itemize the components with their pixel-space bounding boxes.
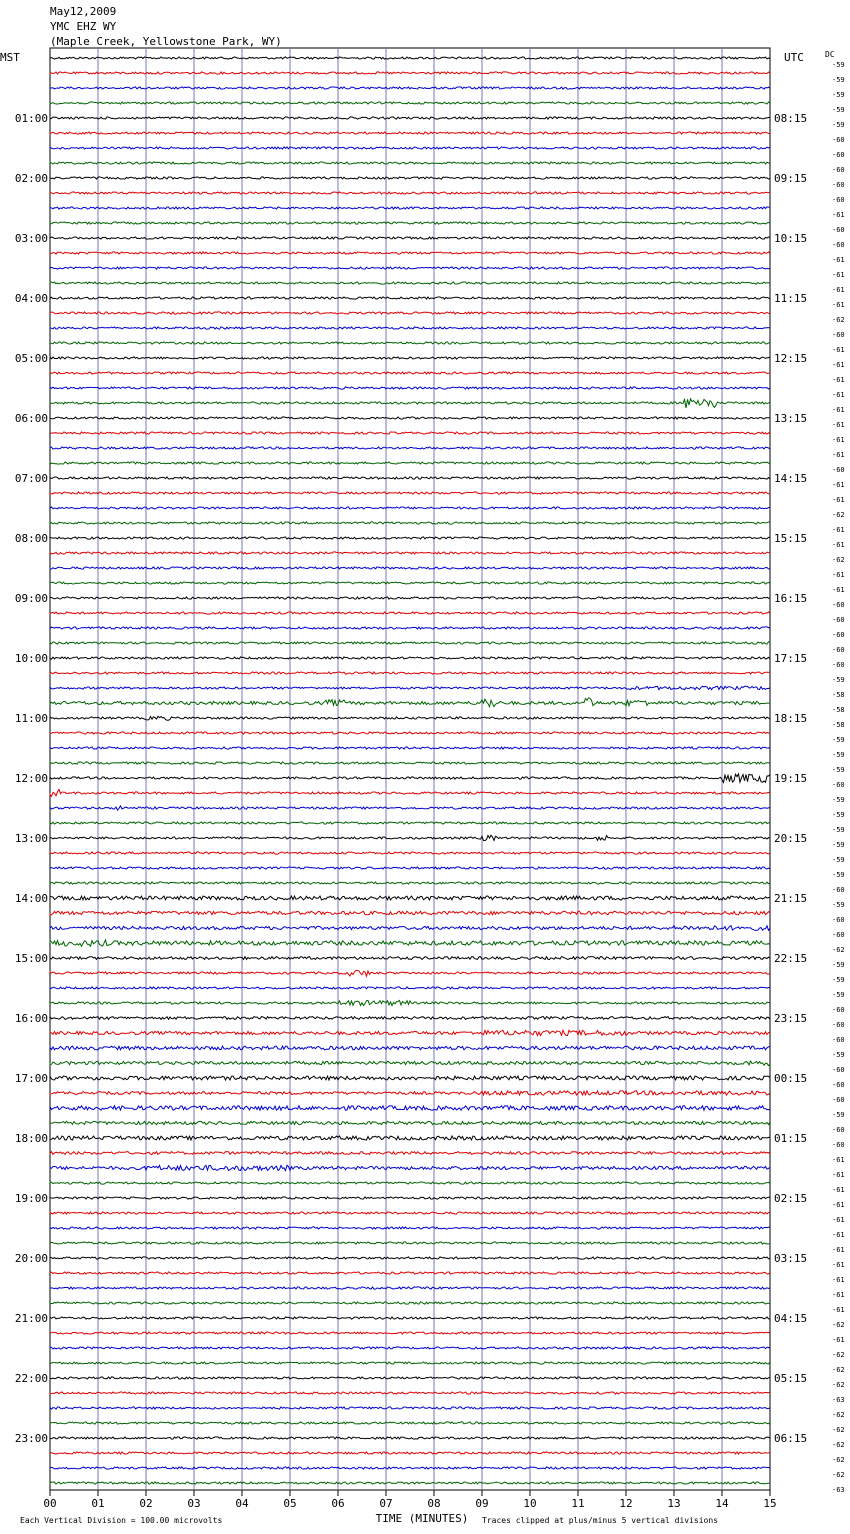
dc-offset-label: -59 [832, 76, 845, 84]
dc-offset-label: -58 [832, 706, 845, 714]
trace-line [50, 297, 770, 299]
dc-offset-label: -59 [832, 736, 845, 744]
trace-line [50, 312, 770, 314]
x-tick-label: 08 [427, 1497, 441, 1510]
dc-offset-label: -61 [832, 406, 845, 414]
chart-location: (Maple Creek, Yellowstone Park, WY) [50, 35, 282, 48]
dc-offset-label: -61 [832, 376, 845, 384]
trace-line [50, 132, 770, 134]
utc-hour-label: 02:15 [774, 1192, 808, 1205]
mst-axis-label: MST [0, 51, 20, 64]
trace-line [50, 627, 770, 629]
dc-offset-label: -62 [832, 1456, 845, 1464]
x-tick-label: 10 [523, 1497, 537, 1510]
dc-offset-label: -60 [832, 1021, 845, 1029]
trace-line [50, 1272, 770, 1274]
trace-line [50, 789, 770, 796]
x-tick-label: 11 [571, 1497, 585, 1510]
dc-offset-label: -62 [832, 1381, 845, 1389]
dc-offset-label: -60 [832, 616, 845, 624]
trace-line [50, 597, 770, 599]
dc-offset-label: -60 [832, 1096, 845, 1104]
dc-offset-label: -59 [832, 796, 845, 804]
dc-offset-label: -59 [832, 991, 845, 999]
dc-offset-label: -60 [832, 166, 845, 174]
dc-offset-label: -59 [832, 91, 845, 99]
trace-line [50, 1136, 770, 1140]
x-tick-label: 03 [187, 1497, 201, 1510]
x-tick-label: 01 [91, 1497, 105, 1510]
utc-hour-label: 13:15 [774, 412, 808, 425]
x-tick-label: 06 [331, 1497, 345, 1510]
trace-line [50, 747, 770, 749]
mst-hour-label: 20:00 [14, 1252, 48, 1265]
trace-line [50, 1332, 770, 1334]
dc-offset-label: -61 [832, 436, 845, 444]
trace-line [50, 357, 770, 359]
trace-line [50, 72, 770, 74]
dc-offset-label: -59 [832, 841, 845, 849]
trace-line [50, 1467, 770, 1469]
mst-hour-label: 08:00 [14, 532, 48, 545]
trace-line [50, 926, 770, 931]
dc-offset-label: -61 [832, 1171, 845, 1179]
dc-offset-label: -61 [832, 1216, 845, 1224]
dc-offset-label: -60 [832, 151, 845, 159]
scale-note: Each Vertical Division = 100.00 microvolts [20, 1516, 223, 1525]
trace-line [50, 1407, 770, 1409]
dc-offset-label: -61 [832, 391, 845, 399]
trace-line [50, 1061, 770, 1066]
dc-offset-label: -62 [832, 1471, 845, 1479]
dc-offset-label: -62 [832, 946, 845, 954]
dc-offset-label: -60 [832, 1081, 845, 1089]
trace-line [50, 774, 770, 783]
trace-line [50, 342, 770, 344]
dc-offset-label: -60 [832, 661, 845, 669]
trace-line [50, 1377, 770, 1379]
plot-frame [50, 48, 770, 1490]
trace-line [50, 237, 770, 239]
dc-offset-label: -62 [832, 1321, 845, 1329]
x-tick-label: 13 [667, 1497, 681, 1510]
x-axis-title: TIME (MINUTES) [375, 1512, 469, 1525]
x-tick-label: 15 [763, 1497, 777, 1510]
utc-hour-label: 21:15 [774, 892, 808, 905]
dc-offset-label: -60 [832, 181, 845, 189]
trace-line [50, 642, 770, 644]
trace-line [50, 822, 770, 824]
dc-offset-label: -61 [832, 571, 845, 579]
mst-hour-label: 14:00 [14, 892, 48, 905]
trace-line [50, 882, 770, 884]
trace-line [50, 462, 770, 464]
mst-hour-label: 11:00 [14, 712, 48, 725]
x-tick-label: 05 [283, 1497, 297, 1510]
dc-offset-label: -60 [832, 1036, 845, 1044]
utc-hour-label: 23:15 [774, 1012, 808, 1025]
trace-line [50, 1452, 770, 1454]
trace-line [50, 207, 770, 209]
utc-hour-label: 18:15 [774, 712, 808, 725]
trace-line [50, 117, 770, 119]
trace-line [50, 522, 770, 524]
trace-line [50, 1106, 770, 1110]
dc-offset-label: -59 [832, 61, 845, 69]
trace-line [50, 762, 770, 764]
trace-line [50, 1362, 770, 1364]
dc-offset-label: -60 [832, 241, 845, 249]
dc-offset-label: -62 [832, 1426, 845, 1434]
mst-hour-label: 03:00 [14, 232, 48, 245]
dc-offset-label: -60 [832, 466, 845, 474]
x-tick-label: 09 [475, 1497, 489, 1510]
mst-hour-label: 22:00 [14, 1372, 48, 1385]
dc-offset-label: -60 [832, 331, 845, 339]
mst-hour-label: 13:00 [14, 832, 48, 845]
trace-line [50, 1287, 770, 1289]
trace-line [50, 177, 770, 179]
trace-line [50, 582, 770, 584]
dc-offset-label: -60 [832, 886, 845, 894]
trace-line [50, 567, 770, 569]
x-tick-label: 12 [619, 1497, 633, 1510]
dc-offset-label: -59 [832, 1111, 845, 1119]
dc-offset-label: -60 [832, 1141, 845, 1149]
dc-offset-label: -61 [832, 361, 845, 369]
dc-offset-label: -59 [832, 856, 845, 864]
trace-line [50, 672, 770, 674]
utc-hour-label: 19:15 [774, 772, 808, 785]
dc-offset-label: -61 [832, 346, 845, 354]
dc-offset-label: -60 [832, 601, 845, 609]
dc-offset-label: -61 [832, 1291, 845, 1299]
utc-hour-label: 06:15 [774, 1432, 808, 1445]
trace-line [50, 492, 770, 494]
dc-offset-label: -60 [832, 1066, 845, 1074]
trace-line [50, 940, 770, 946]
trace-line [50, 1347, 770, 1349]
dc-offset-label: -61 [832, 451, 845, 459]
trace-line [50, 222, 770, 224]
trace-line [50, 852, 770, 854]
trace-line [50, 1242, 770, 1244]
trace-line [50, 1121, 770, 1124]
chart-date: May12,2009 [50, 5, 117, 18]
mst-hour-label: 21:00 [14, 1312, 48, 1325]
dc-offset-label: -59 [832, 961, 845, 969]
dc-offset-label: -61 [832, 256, 845, 264]
utc-hour-label: 12:15 [774, 352, 808, 365]
trace-line [50, 1227, 770, 1229]
dc-offset-label: -62 [832, 511, 845, 519]
x-tick-label: 02 [139, 1497, 153, 1510]
mst-hour-label: 16:00 [14, 1012, 48, 1025]
trace-line [50, 102, 770, 104]
dc-offset-label: -60 [832, 136, 845, 144]
trace-line [50, 657, 770, 659]
dc-offset-label: -60 [832, 781, 845, 789]
mst-hour-label: 15:00 [14, 952, 48, 965]
chart-station: YMC EHZ WY [50, 20, 117, 33]
trace-line [50, 1392, 770, 1394]
dc-offset-label: -60 [832, 931, 845, 939]
trace-line [50, 1076, 770, 1080]
trace-line [50, 1422, 770, 1424]
trace-line [50, 1182, 770, 1184]
mst-hour-label: 07:00 [14, 472, 48, 485]
utc-hour-label: 10:15 [774, 232, 808, 245]
dc-offset-label: -61 [832, 211, 845, 219]
axis-labels [0, 50, 845, 1525]
dc-offset-label: -61 [832, 586, 845, 594]
trace-line [50, 867, 770, 869]
dc-offset-label: -61 [832, 1156, 845, 1164]
utc-hour-label: 22:15 [774, 952, 808, 965]
trace-line [50, 507, 770, 509]
trace-line [50, 399, 770, 408]
trace-line [50, 252, 770, 254]
utc-hour-label: 01:15 [774, 1132, 808, 1145]
dc-offset-label: -63 [832, 1486, 845, 1494]
dc-offset-label: -61 [832, 1186, 845, 1194]
x-tick-label: 04 [235, 1497, 249, 1510]
trace-line [50, 686, 770, 690]
dc-offset-label: -58 [832, 691, 845, 699]
trace-line [50, 987, 770, 989]
trace-line [50, 911, 770, 915]
utc-hour-label: 04:15 [774, 1312, 808, 1325]
dc-offset-label: -61 [832, 421, 845, 429]
trace-line [50, 1482, 770, 1484]
dc-offset-label: -59 [832, 976, 845, 984]
trace-line [50, 1317, 770, 1319]
trace-line [50, 698, 770, 707]
mst-hour-label: 06:00 [14, 412, 48, 425]
dc-offset-label: -61 [832, 481, 845, 489]
dc-offset-label: -60 [832, 196, 845, 204]
mst-hour-label: 18:00 [14, 1132, 48, 1145]
dc-offset-label: -60 [832, 916, 845, 924]
mst-hour-label: 02:00 [14, 172, 48, 185]
dc-offset-label: -61 [832, 286, 845, 294]
dc-offset-label: -62 [832, 556, 845, 564]
trace-line [50, 147, 770, 149]
trace-line [50, 1197, 770, 1199]
dc-offset-label: -62 [832, 1411, 845, 1419]
trace-line [50, 87, 770, 89]
mst-hour-label: 17:00 [14, 1072, 48, 1085]
trace-line [50, 835, 770, 840]
trace-line [50, 282, 770, 284]
trace-line [50, 552, 770, 554]
mst-hour-label: 09:00 [14, 592, 48, 605]
trace-line [50, 612, 770, 614]
trace-line [50, 417, 770, 419]
dc-offset-label: -59 [832, 766, 845, 774]
trace-line [50, 537, 770, 539]
dc-offset-label: -59 [832, 676, 845, 684]
trace-line [50, 971, 770, 977]
mst-hour-label: 23:00 [14, 1432, 48, 1445]
trace-line [50, 477, 770, 479]
trace-line [50, 432, 770, 434]
dc-offset-label: -61 [832, 526, 845, 534]
utc-hour-label: 00:15 [774, 1072, 808, 1085]
trace-line [50, 896, 770, 900]
dc-offset-label: -61 [832, 271, 845, 279]
trace-line [50, 267, 770, 269]
trace-line [50, 387, 770, 389]
utc-hour-label: 16:15 [774, 592, 808, 605]
utc-hour-label: 14:15 [774, 472, 808, 485]
trace-line [50, 806, 770, 810]
mst-hour-label: 01:00 [14, 112, 48, 125]
trace-line [50, 1030, 770, 1035]
dc-offset-label: -62 [832, 316, 845, 324]
trace-line [50, 957, 770, 960]
dc-offset-label: -58 [832, 721, 845, 729]
dc-offset-label: -59 [832, 826, 845, 834]
trace-line [50, 1437, 770, 1439]
trace-line [50, 447, 770, 449]
dc-offset-label: -60 [832, 631, 845, 639]
dc-offset-label: -62 [832, 1366, 845, 1374]
dc-offset-label: -61 [832, 1336, 845, 1344]
mst-hour-label: 05:00 [14, 352, 48, 365]
dc-offset-label: -59 [832, 106, 845, 114]
trace-line [50, 57, 770, 59]
trace-line [50, 327, 770, 329]
dc-offset-label: -61 [832, 301, 845, 309]
utc-hour-label: 09:15 [774, 172, 808, 185]
trace-line [50, 716, 770, 720]
dc-offset-label: -61 [832, 1261, 845, 1269]
mst-hour-label: 04:00 [14, 292, 48, 305]
trace-line [50, 372, 770, 374]
grid-lines [50, 48, 770, 1496]
trace-line [50, 1212, 770, 1214]
trace-line [50, 732, 770, 734]
dc-offset-label: -62 [832, 1351, 845, 1359]
dc-offset-label: -61 [832, 541, 845, 549]
utc-hour-label: 11:15 [774, 292, 808, 305]
dc-offset-label: -63 [832, 1396, 845, 1404]
trace-line [50, 1000, 770, 1005]
utc-hour-label: 05:15 [774, 1372, 808, 1385]
dc-label: DC [825, 50, 835, 59]
dc-offset-label: -60 [832, 1126, 845, 1134]
dc-offset-label: -59 [832, 901, 845, 909]
dc-offset-label: -60 [832, 646, 845, 654]
dc-offset-label: -59 [832, 871, 845, 879]
dc-offset-label: -61 [832, 1306, 845, 1314]
utc-hour-label: 03:15 [774, 1252, 808, 1265]
dc-offset-label: -61 [832, 1231, 845, 1239]
dc-offset-label: -61 [832, 496, 845, 504]
dc-offset-label: -61 [832, 1246, 845, 1254]
x-tick-label: 07 [379, 1497, 393, 1510]
mst-hour-label: 10:00 [14, 652, 48, 665]
dc-offset-label: -61 [832, 1201, 845, 1209]
utc-hour-label: 15:15 [774, 532, 808, 545]
dc-offset-label: -60 [832, 226, 845, 234]
utc-hour-label: 20:15 [774, 832, 808, 845]
dc-offset-label: -59 [832, 751, 845, 759]
dc-offset-label: -59 [832, 121, 845, 129]
dc-offset-label: -62 [832, 1441, 845, 1449]
trace-line [50, 1152, 770, 1155]
utc-axis-label: UTC [784, 51, 804, 64]
clip-note: Traces clipped at plus/minus 5 vertical divisions [482, 1516, 719, 1525]
dc-offset-label: -59 [832, 811, 845, 819]
mst-hour-label: 12:00 [14, 772, 48, 785]
dc-offset-label: -61 [832, 1276, 845, 1284]
utc-hour-label: 08:15 [774, 112, 808, 125]
trace-line [50, 192, 770, 194]
trace-line [50, 1257, 770, 1259]
trace-lines [50, 57, 770, 1484]
trace-line [50, 1165, 770, 1170]
trace-line [50, 162, 770, 164]
dc-offset-label: -59 [832, 1051, 845, 1059]
trace-line [50, 1091, 770, 1095]
utc-hour-label: 17:15 [774, 652, 808, 665]
trace-line [50, 1046, 770, 1050]
trace-line [50, 1302, 770, 1304]
x-tick-label: 00 [43, 1497, 57, 1510]
x-tick-label: 14 [715, 1497, 729, 1510]
dc-offset-label: -60 [832, 1006, 845, 1014]
mst-hour-label: 19:00 [14, 1192, 48, 1205]
trace-line [50, 1017, 770, 1020]
